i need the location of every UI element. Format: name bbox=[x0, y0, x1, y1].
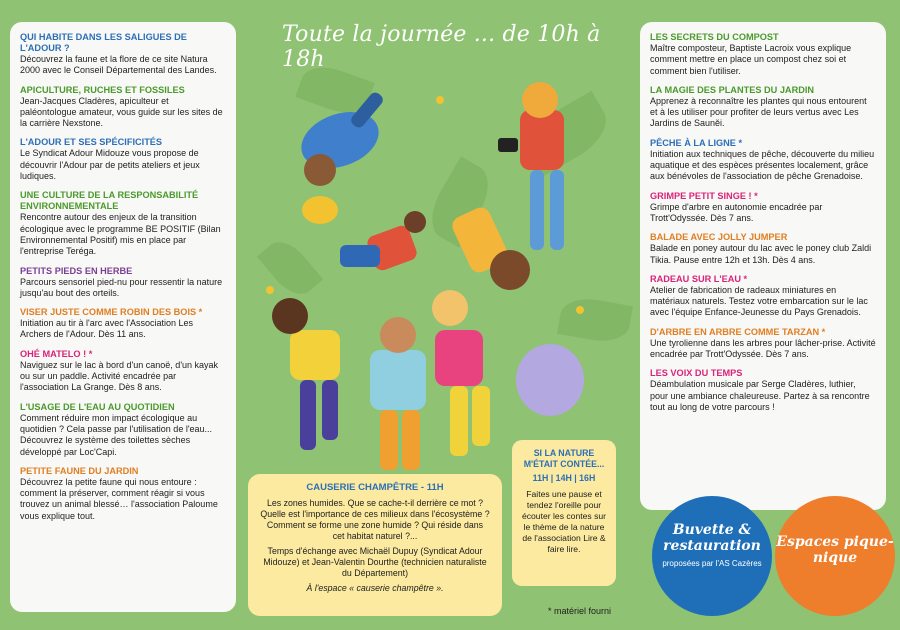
activity-item bbox=[650, 232, 876, 266]
activity-desc: Jean-Jacques Cladères, apiculteur et paléontologue amateur, vous guide sur les sites de la carrière Nexstone. bbox=[20, 95, 223, 129]
activity-item bbox=[20, 466, 226, 522]
buvette-badge bbox=[652, 496, 772, 616]
right-activities-panel bbox=[640, 22, 886, 510]
picnic-badge bbox=[775, 496, 895, 616]
activity-item bbox=[650, 32, 876, 77]
activity-item bbox=[20, 137, 226, 182]
causerie-title: CAUSERIE CHAMPÊTRE - 11H bbox=[306, 482, 444, 493]
activity-desc: Initiation au tir à l'arc avec l'Association Les Archers de l'Adour. Dès 11 ans. bbox=[20, 318, 194, 340]
activity-desc: Découvrez la faune et la flore de ce site Natura 2000 avec le Conseil Départemental des Landes. bbox=[20, 54, 217, 76]
activity-item bbox=[20, 307, 226, 341]
activity-desc: Grimpe d'arbre en autonomie encadrée par Trott'Odyssée. Dès 7 ans. bbox=[650, 201, 823, 223]
activity-title: PETITE FAUNE DU JARDIN bbox=[20, 465, 139, 476]
activity-title: LES VOIX DU TEMPS bbox=[650, 368, 743, 379]
activity-title: L'ADOUR ET SES SPÉCIFICITÉS bbox=[20, 137, 163, 148]
activity-item bbox=[20, 190, 226, 257]
nature-title: SI LA NATURE M'ÉTAIT CONTÉE... bbox=[523, 448, 605, 469]
buvette-sub: proposées par l'AS Cazères bbox=[662, 559, 762, 568]
activity-title: RADEAU SUR L'EAU * bbox=[650, 273, 748, 284]
activity-desc: Rencontre autour des enjeux de la transition écologique avec le programme BE POSITIF (Bilan Environnemental Positif) mis en place par l'entreprise Teréga. bbox=[20, 212, 221, 257]
illustration bbox=[250, 60, 630, 480]
causerie-speakers: Temps d'échange avec Michaël Dupuy (Syndicat Adour Midouze) et Jean-Valentin Dourthe (technicien naturaliste du Département) bbox=[263, 546, 487, 578]
headline: Toute la journée ... de 10h à 18h bbox=[282, 22, 601, 72]
activity-item bbox=[650, 138, 876, 183]
causerie-location: À l'espace « causerie champêtre ». bbox=[306, 583, 444, 593]
activity-desc: Atelier de fabrication de radeaux miniatures en matériaux naturels. Testez votre embarcation sur le lac avec l'équipe Enfance-Jeunesse du Pays Grenadois. bbox=[650, 284, 868, 318]
activity-desc: Une tyrolienne dans les arbres pour lâcher-prise. Activité encadrée par Trott'Odyssée. Dès 7 ans. bbox=[650, 337, 876, 360]
activity-desc: Parcours sensoriel pied-nu pour ressentir la nature jusqu'au bout des orteils. bbox=[20, 276, 223, 298]
activity-item bbox=[650, 85, 876, 130]
activity-title: LES SECRETS DU COMPOST bbox=[650, 32, 779, 42]
nature-times: 11H | 14H | 16H bbox=[532, 473, 596, 483]
footnote: * matériel fourni bbox=[548, 606, 612, 616]
activity-desc: Le Syndicat Adour Midouze vous propose de découvrir l'Adour par de petits ateliers et jeux ludiques. bbox=[20, 148, 200, 182]
activity-title: PETITS PIEDS EN HERBE bbox=[20, 265, 133, 276]
activity-desc: Balade en poney autour du lac avec le poney club Zaldi Tikia. Pause entre 12h et 13h. Dès 4 ans. bbox=[650, 243, 872, 265]
activity-desc: Apprenez à reconnaître les plantes qui nous entourent et à les utiliser pour profiter de leurs vertus avec Les Jardins de Sauněi. bbox=[650, 95, 867, 129]
activity-title: APICULTURE, RUCHES ET FOSSILES bbox=[20, 84, 185, 95]
causerie-card bbox=[248, 474, 502, 616]
activity-title: D'ARBRE EN ARBRE COMME TARZAN * bbox=[650, 326, 826, 337]
buvette-title: Buvette & restauration bbox=[663, 522, 761, 554]
activity-desc: Initiation aux techniques de pêche, découverte du milieu aquatique et des espèces présentes localement, grâce aux bénévoles de l'association de pêche Grenadoise. bbox=[650, 148, 875, 182]
activity-desc: Maître composteur, Baptiste Lacroix vous explique comment mettre en place un compost chez soi et comment bien l'utiliser. bbox=[650, 43, 852, 76]
activity-title: UNE CULTURE DE LA RESPONSABILITÉ ENVIRONNEMENTALE bbox=[20, 190, 199, 212]
activity-title: QUI HABITE DANS LES SALIGUES DE L'ADOUR ? bbox=[20, 32, 187, 53]
activity-title: VISER JUSTE COMME ROBIN DES BOIS * bbox=[20, 307, 203, 318]
activity-title: BALADE AVEC JOLLY JUMPER bbox=[650, 232, 788, 243]
activity-title: L'USAGE DE L'EAU AU QUOTIDIEN bbox=[20, 401, 175, 412]
activity-item bbox=[650, 191, 876, 225]
activity-title: PÊCHE À LA LIGNE * bbox=[650, 137, 743, 148]
activity-item bbox=[20, 402, 226, 458]
activity-desc: Comment réduire mon impact écologique au quotidien ? Cela passe par l'utilisation de l'eau... Découvrez le système des toilettes sèches développé par Loc'Capi. bbox=[20, 412, 213, 457]
activity-title: OHÉ MATELO ! * bbox=[20, 348, 93, 359]
activity-title: LA MAGIE DES PLANTES DU JARDIN bbox=[650, 84, 815, 95]
activity-item bbox=[650, 368, 876, 413]
activity-item bbox=[20, 266, 226, 300]
nature-desc: Faites une pause et tendez l'oreille pour écouter les contes sur le thème de la nature de l'association Lire & faire lire. bbox=[521, 489, 607, 554]
activity-desc: Naviguez sur le lac à bord d'un canoë, d'un kayak ou sur un paddle. Activité encadrée par l'association La Grange. Dès 8 ans. bbox=[20, 359, 219, 393]
picnic-title: Espaces pique-nique bbox=[776, 534, 894, 566]
activity-item bbox=[650, 327, 876, 361]
nature-card bbox=[512, 440, 616, 586]
activity-desc: Découvrez la petite faune qui nous entoure : comment la préserver, comment réagir si vous trouvez un animal blessé… l'association Paloume vous explique tout. bbox=[20, 476, 218, 521]
causerie-text: Les zones humides. Que se cache-t-il derrière ce mot ? Quelle est l'importance de ces milieux dans l'écosystème ? Comment se forme une zone humide ? Qui réside dans cet habitat naturel ?... bbox=[260, 498, 490, 541]
activity-item bbox=[650, 274, 876, 319]
activity-item bbox=[20, 85, 226, 130]
activity-title: GRIMPE PETIT SINGE ! * bbox=[650, 190, 758, 201]
activity-item bbox=[20, 349, 226, 394]
activity-desc: Déambulation musicale par Serge Cladères, luthier, pour une ambiance chaleureuse. Partez à sa rencontre tout au long de votre parcours ! bbox=[650, 379, 870, 412]
activity-item bbox=[20, 32, 226, 77]
left-activities-panel bbox=[10, 22, 236, 612]
